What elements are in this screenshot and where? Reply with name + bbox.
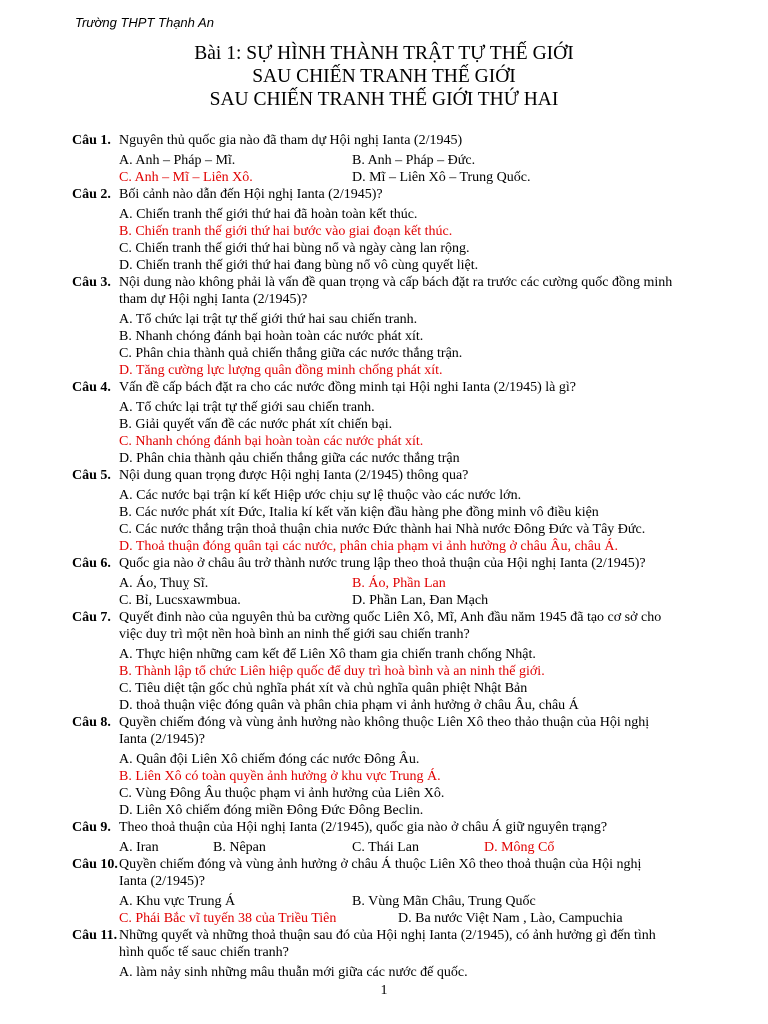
option-b-correct: B. Thành lập tổ chức Liên hiệp quốc để duy trì hoà bình và an ninh thế giới. <box>119 664 545 679</box>
option-b-correct: B. Liên Xô có toàn quyền ảnh hưởng ở khu vực Trung Á. <box>119 769 441 784</box>
question-text-cont: hình quốc tế sauc chiến tranh? <box>119 945 289 960</box>
option-d: D. Liên Xô chiếm đóng miền Đông Đức Đông Beclin. <box>119 803 424 818</box>
question-number: Câu 10. <box>72 857 118 872</box>
option-a: A. Quân đội Liên Xô chiếm đóng các nước Đông Âu. <box>119 752 420 767</box>
question-5 <box>0 467 768 484</box>
title-line-2: SAU CHIẾN TRANH THẾ GIỚI <box>252 66 516 87</box>
question-1 <box>0 132 768 149</box>
option-d: D. Ba nước Việt Nam , Lào, Campuchia <box>398 911 623 926</box>
question-11 <box>0 927 768 961</box>
question-text: Theo thoả thuận của Hội nghị Ianta (2/1945), quốc gia nào ở châu Á giữ nguyên trạng? <box>119 820 608 835</box>
option-a: A. Thực hiện những cam kết để Liên Xô tham gia chiến tranh chống Nhật. <box>119 647 536 662</box>
option-d-correct: D. Thoả thuận đóng quân tại các nước, phân chia phạm vi ảnh hưởng ở châu Âu, châu Á. <box>119 539 618 554</box>
option-d-correct: D. Tăng cường lực lượng quân đồng minh chống phát xít. <box>119 363 443 378</box>
option-c: C. Bỉ, Lucsxawmbua. <box>119 593 241 608</box>
option-row <box>0 592 768 609</box>
title-line-1: Bài 1: SỰ HÌNH THÀNH TRẬT TỰ THẾ GIỚI <box>194 43 574 64</box>
question-number: Câu 8. <box>72 715 111 730</box>
question-4 <box>0 379 768 396</box>
question-list <box>0 132 768 981</box>
question-number: Câu 4. <box>72 380 111 395</box>
question-number: Câu 9. <box>72 820 111 835</box>
option-b: B. Vùng Mãn Châu, Trung Quốc <box>352 894 536 909</box>
option-b-correct: B. Chiến tranh thế giới thứ hai bước vào giai đoạn kết thúc. <box>119 224 453 239</box>
question-7 <box>0 609 768 643</box>
option-a: A. Anh – Pháp – Mĩ. <box>119 153 236 168</box>
page-title <box>0 42 768 111</box>
option-c-correct: C. Nhanh chóng đánh bại hoàn toàn các nước phát xít. <box>119 434 424 449</box>
option-c-correct: C. Anh – Mĩ – Liên Xô. <box>119 170 253 185</box>
question-text-cont: việc duy trì một nền hoà bình an ninh thế giới sau chiến tranh? <box>119 627 470 642</box>
question-text: Quyền chiếm đóng và vùng ảnh hưởng nào không thuộc Liên Xô theo thảo thuận của Hội nghị <box>119 715 650 730</box>
school-header: Trường THPT Thạnh An <box>75 15 214 30</box>
question-8 <box>0 714 768 748</box>
question-number: Câu 5. <box>72 468 111 483</box>
option-c: C. Vùng Đông Âu thuộc phạm vi ảnh hưởng của Liên Xô. <box>119 786 445 801</box>
question-text: Quyền chiếm đóng và vùng ảnh hưởng ở châu Á thuộc Liên Xô theo thoả thuận của Hội nghị <box>119 857 642 872</box>
option-a: A. Áo, Thuỵ Sĩ. <box>119 576 209 591</box>
question-2 <box>0 186 768 203</box>
option-d: D. Phần Lan, Đan Mạch <box>352 593 489 608</box>
question-text: Nguyên thủ quốc gia nào đã tham dự Hội nghị Ianta (2/1945) <box>119 133 463 148</box>
option-c: C. Tiêu diệt tận gốc chủ nghĩa phát xít và chủ nghĩa quân phiệt Nhật Bản <box>119 681 528 696</box>
question-number: Câu 3. <box>72 275 111 290</box>
question-number: Câu 6. <box>72 556 111 571</box>
question-text: Nội dung quan trọng được Hội nghị Ianta (2/1945) thông qua? <box>119 468 469 483</box>
option-a: A. Các nước bại trận kí kết Hiệp ước chịu sự lệ thuộc vào các nước lớn. <box>119 488 522 503</box>
question-number: Câu 1. <box>72 133 111 148</box>
option-a: A. Tổ chức lại trật tự thế giới thứ hai sau chiến tranh. <box>119 312 418 327</box>
option-a: A. Chiến tranh thế giới thứ hai đã hoàn toàn kết thúc. <box>119 207 418 222</box>
option-b: B. Nêpan <box>213 840 266 855</box>
question-number: Câu 2. <box>72 187 111 202</box>
option-row <box>0 839 768 856</box>
option-c: C. Chiến tranh thế giới thứ hai bùng nổ và ngày càng lan rộng. <box>119 241 470 256</box>
option-a: A. Tổ chức lại trật tự thế giới sau chiến tranh. <box>119 400 375 415</box>
option-row <box>0 152 768 169</box>
question-text: Vấn đề cấp bách đặt ra cho các nước đồng minh tại Hội nghi Ianta (2/1945) là gì? <box>119 380 576 395</box>
question-3 <box>0 274 768 308</box>
option-row <box>0 575 768 592</box>
option-b-correct: B. Áo, Phần Lan <box>352 576 446 591</box>
question-number: Câu 7. <box>72 610 111 625</box>
option-d: D. Mĩ – Liên Xô – Trung Quốc. <box>352 170 531 185</box>
option-b: B. Nhanh chóng đánh bại hoàn toàn các nước phát xít. <box>119 329 424 344</box>
question-text-cont: Ianta (2/1945)? <box>119 732 205 747</box>
option-b: B. Anh – Pháp – Đức. <box>352 153 476 168</box>
option-b: B. Giải quyết vấn đề các nước phát xít chiến bại. <box>119 417 393 432</box>
option-a: A. Khu vực Trung Á <box>119 894 236 909</box>
question-text: Quyết đinh nào của nguyên thủ ba cường quốc Liên Xô, Mĩ, Anh đầu năm 1945 đã tạo cơ sở cho <box>119 610 662 625</box>
option-row <box>0 169 768 186</box>
option-d: D. Chiến tranh thế giới thứ hai đang bùng nổ vô cùng quyết liệt. <box>119 258 479 273</box>
title-line-3: SAU CHIẾN TRANH THẾ GIỚI THỨ HAI <box>209 89 559 110</box>
option-c-correct: C. Phái Bắc vĩ tuyến 38 của Triều Tiên <box>119 911 337 926</box>
option-c: C. Các nước thắng trận thoả thuận chia nước Đức thành hai Nhà nước Đông Đức và Tây Đức. <box>119 522 646 537</box>
question-text: Nội dung nào không phải là vấn đề quan trọng và cấp bách đặt ra trước các cường quốc đồng minh <box>119 275 673 290</box>
option-b: B. Các nước phát xít Đức, Italia kí kết văn kiện đầu hàng phe đồng minh vô điều kiện <box>119 505 599 520</box>
option-d: D. thoả thuận việc đóng quân và phân chia phạm vi ảnh hưởng ở châu Âu, châu Á <box>119 698 579 713</box>
option-row <box>0 910 768 927</box>
option-row <box>0 893 768 910</box>
option-d-correct: D. Mông Cổ <box>484 840 555 855</box>
option-a: A. làm nảy sinh những mâu thuẫn mới giữa các nước đế quốc. <box>119 965 468 980</box>
question-number: Câu 11. <box>72 928 118 943</box>
option-c: C. Thái Lan <box>352 840 420 855</box>
question-text: Bối cảnh nào dẫn đến Hội nghị Ianta (2/1945)? <box>119 187 383 202</box>
question-9 <box>0 819 768 836</box>
page-number: 1 <box>380 983 388 998</box>
question-6 <box>0 555 768 572</box>
question-text: Quốc gia nào ở châu âu trở thành nước trung lập theo thoả thuận của Hội nghị Ianta (2/1945)? <box>119 556 646 571</box>
question-text-cont: Ianta (2/1945)? <box>119 874 205 889</box>
question-text: Những quyết và những thoả thuận sau đó của Hội nghị Ianta (2/1945), có ảnh hưởng gì đến tình <box>119 928 656 943</box>
option-c: C. Phân chia thành quả chiến thắng giữa các nước thắng trận. <box>119 346 463 361</box>
option-a: A. Iran <box>119 840 159 855</box>
question-10 <box>0 856 768 890</box>
question-text-cont: tham dự Hội nghị Ianta (2/1945)? <box>119 292 308 307</box>
option-d: D. Phân chia thành qảu chiến thắng giữa các nước thắng trận <box>119 451 460 466</box>
